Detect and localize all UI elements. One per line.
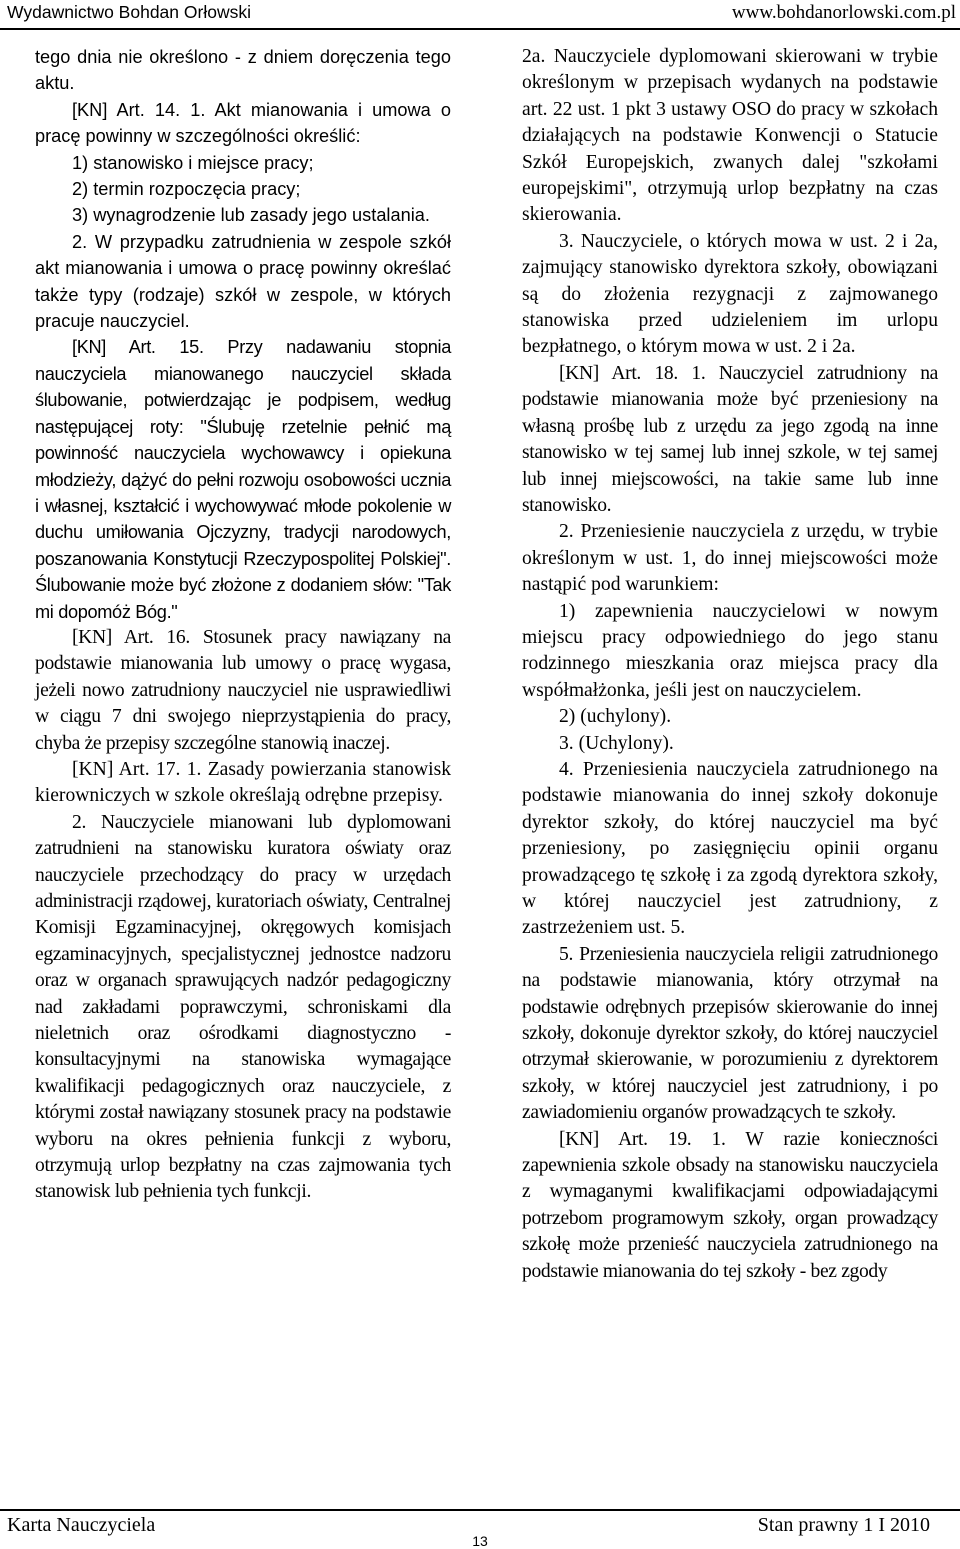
list-item: 1) zapewnienia nauczycielowi w nowym miejscu pracy odpowiedniego do jego stanu rodzinnego mieszkania oraz miejsca pracy dla współmałżonka, jeśli jest on nauczycielem.: [522, 600, 938, 701]
list-item: 1) stanowisko i miejsce pracy;: [72, 152, 314, 173]
right-column: [522, 44, 938, 1285]
paragraph: [KN] Art. 18. 1. Nauczyciel zatrudniony na podstawie mianowania może być przeniesiony na własną prośbę lub z urzędu za jego zgodą na inne stanowisko w tej samej lub innej szkole, w tej samej lub innej miejscowości, na takie same lub inne stanowisko.: [522, 362, 938, 516]
paragraph: tego dnia nie określono - z dniem doręczenia tego aktu.: [35, 47, 451, 94]
paragraph: 5. Przeniesienia nauczyciela religii zatrudnionego na podstawie mianowania, który otrzymał na podstawie odrębnych przepisów skierowanie do innej szkoły, dokonuje dyrektor szkoły, do której nauczyciel otrzymał skierowanie, w porozumieniu z dyrektorem szkoły, w której nauczyciel jest zatrudniony, i po zawiadomieniu organów prowadzących te szkoły.: [522, 943, 938, 1124]
paragraph: 2a. Nauczyciele dyplomowani skierowani w trybie określonym w przepisach wydanych na podstawie art. 22 ust. 1 pkt 3 ustawy OSO do pracy w szkołach działających na podstawie Konwencji o Statucie Szkół Europejskich, zwanych dalej "szkołami europejskimi", otrzymują urlop bezpłatny na czas skierowania.: [522, 46, 938, 226]
document-title: Karta Nauczyciela: [7, 1514, 156, 1536]
page-header: [0, 0, 960, 28]
page-footer: [0, 1495, 960, 1549]
paragraph: [KN] Art. 19. 1. W razie konieczności zapewnienia szkole obsady na stanowisku nauczyciela z wymaganymi kwalifikacjami odpowiadającymi potrzebom programowym szkoły, organ prowadzący szkołę może przenieść nauczyciela zatrudnionego na podstawie mianowania do tej szkoły - bez zgody: [522, 1128, 938, 1282]
paragraph: [KN] Art. 17. 1. Zasady powierzania stanowisk kierowniczych w szkole określają odrębne przepisy.: [35, 758, 451, 807]
paragraph: 2. W przypadku zatrudnienia w zespole szkół akt mianowania i umowa o pracę powinny określać także typy (rodzaje) szkół w zespole, w których pracuje nauczyciel.: [35, 231, 451, 332]
publisher-name: Wydawnictwo Bohdan Orłowski: [7, 2, 251, 22]
paragraph: 2. Przeniesienie nauczyciela z urzędu, w trybie określonym w ust. 1, do innej miejscowości może nastąpić pod warunkiem:: [522, 521, 938, 596]
paragraph: 2. Nauczyciele mianowani lub dyplomowani zatrudnieni na stanowisku kuratora oświaty oraz nauczyciele przechodzący do pracy w urzędach administracji rządowej, kuratoriach oświaty, Centralnej Komisji Egzaminacyjnej, okręgowych komisjach egzaminacyjnych, specjalistycznej jednostce nadzoru oraz w organach sprawujących nadzór pedagogiczny nad zakładami poprawczymi, schroniskami dla nieletnich oraz ośrodkami diagnostyczno - konsultacyjnymi na stanowiska wymagające kwalifikacji pedagogicznych oraz nauczyciele, z którymi został nawiązany stosunek pracy na podstawie wyboru na okres pełnienia funkcji z wyboru, otrzymują urlop bezpłatny na czas zajmowania tych stanowisk lub pełnienia tych funkcji.: [35, 811, 451, 1203]
list-item: 2) termin rozpoczęcia pracy;: [72, 179, 301, 200]
left-column: [35, 44, 451, 1206]
page-number: 13: [472, 1533, 488, 1549]
paragraph: 3. (Uchylony).: [559, 732, 674, 754]
list-item: 2) (uchylony).: [559, 706, 672, 728]
paragraph: [KN] Art. 15. Przy nadawaniu stopnia nauczyciela mianowanego nauczyciel składa ślubowanie, potwierdzając je podpisem, według następującej roty: "Ślubuję rzetelnie pełnić mą powinność nauczyciela wychowawcy i opiekuna młodzieży, dążyć do pełni rozwoju osobowości ucznia i własnej, kształcić i wychowywać młode pokolenie w duchu umiłowania Ojczyzny, tradycji narodowych, poszanowania Konstytucji Rzeczypospolitej Polskiej". Ślubowanie może być złożone z dodaniem słów: "Tak mi dopomóż Bóg.": [35, 337, 451, 622]
paragraph: [KN] Art. 14. 1. Akt mianowania i umowa o pracę powinny w szczególności określić:: [35, 99, 451, 147]
header-rule: [0, 28, 960, 30]
paragraph: 4. Przeniesienia nauczyciela zatrudnionego na podstawie mianowania do innej szkoły dokonuje dyrektor szkoły, do której nauczyciel ma być przeniesiony, po zasięgnięciu opinii organu prowadzącego tę szkołę i za zgodą dyrektora szkoły, w której nauczyciel jest zatrudniony, z zastrzeżeniem ust. 5.: [522, 758, 938, 939]
list-item: 3) wynagrodzenie lub zasady jego ustalania.: [72, 205, 430, 226]
publisher-website: www.bohdanorlowski.com.pl: [731, 2, 956, 23]
paragraph: 3. Nauczyciele, o których mowa w ust. 2 i 2a, zajmujący stanowisko dyrektora szkoły, obowiązani są do złożenia rezygnacji z zajmowanego stanowiska przed udzieleniem im urlopu bezpłatnego, o którym mowa w ust. 2 i 2a.: [522, 230, 938, 358]
paragraph: [KN] Art. 16. Stosunek pracy nawiązany na podstawie mianowania lub umowy o pracę wygasa, jeżeli nowo zatrudniony nauczyciel nie usprawiedliwi w ciągu 7 dni swojego nieprzystąpienia do pracy, chyba że przepisy szczególne stanowią inaczej.: [35, 626, 451, 754]
legal-status: Stan prawny 1 I 2010: [757, 1514, 930, 1536]
footer-rule: [0, 1509, 960, 1511]
